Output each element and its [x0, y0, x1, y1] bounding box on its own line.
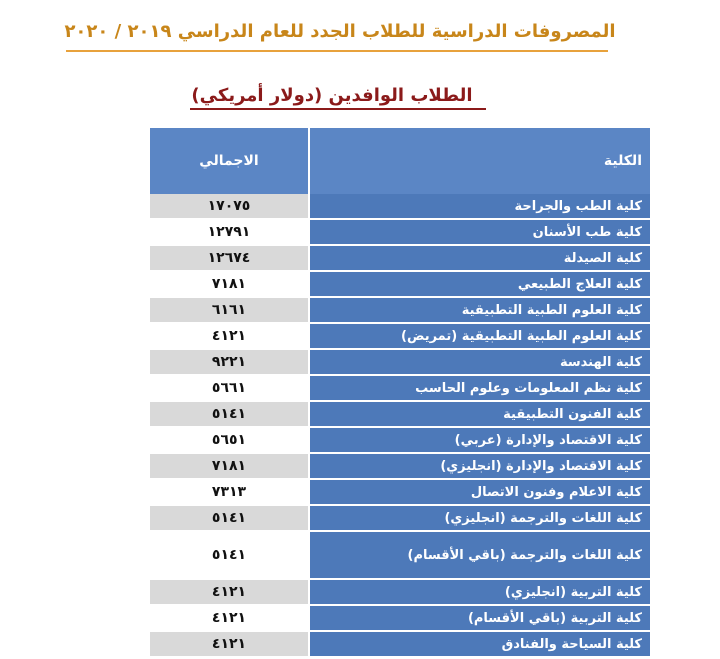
- faculty-total: ٤١٢١: [150, 631, 309, 657]
- faculty-total: ٧١٨١: [150, 271, 309, 297]
- header-total: الاجمالي: [150, 128, 309, 194]
- faculty-total: ١٢٧٩١: [150, 219, 309, 245]
- faculty-name: كلية الاقتصاد والإدارة (انجليزي): [309, 453, 650, 479]
- faculty-total: ٧١٨١: [150, 453, 309, 479]
- table-row: [150, 531, 650, 579]
- faculty-name: كلية الاقتصاد والإدارة (عربي): [309, 427, 650, 453]
- table-row: [150, 245, 650, 271]
- table-row: [150, 219, 650, 245]
- table-row: [150, 375, 650, 401]
- faculty-total: ٧٣١٣: [150, 479, 309, 505]
- header-faculty: الكلية: [309, 128, 650, 194]
- faculty-name: كلية التربية (باقي الأقسام): [309, 605, 650, 631]
- faculty-total: ٦١٦١: [150, 297, 309, 323]
- faculty-total: ٤١٢١: [150, 579, 309, 605]
- page-title: المصروفات الدراسية للطلاب الجدد للعام الدراسي ٢٠١٩ / ٢٠٢٠: [64, 21, 616, 42]
- faculty-total: ٥١٤١: [150, 531, 309, 579]
- subtitle-underline: [190, 108, 486, 110]
- table-row: [150, 505, 650, 531]
- faculty-name: كلية اللغات والترجمة (انجليزي): [309, 505, 650, 531]
- faculty-name: كلية طب الأسنان: [309, 219, 650, 245]
- faculty-name: كلية الاعلام وفنون الاتصال: [309, 479, 650, 505]
- faculty-name: كلية العلوم الطبية التطبيقية (تمريض): [309, 323, 650, 349]
- faculty-name: كلية نظم المعلومات وعلوم الحاسب: [309, 375, 650, 401]
- table-row: [150, 479, 650, 505]
- table-row: [150, 579, 650, 605]
- page-subtitle: الطلاب الوافدين (دولار أمريكي): [191, 85, 473, 106]
- table-row: [150, 323, 650, 349]
- faculty-total: ١٧٠٧٥: [150, 194, 309, 219]
- faculty-total: ١٢٦٧٤: [150, 245, 309, 271]
- table-row: [150, 427, 650, 453]
- faculty-name: كلية اللغات والترجمة (باقي الأقسام): [309, 531, 650, 579]
- faculty-name: كلية العلاج الطبيعي: [309, 271, 650, 297]
- faculty-name: كلية الصيدلة: [309, 245, 650, 271]
- faculty-name: كلية الفنون التطبيقية: [309, 401, 650, 427]
- table-row: [150, 605, 650, 631]
- faculty-total: ٥١٤١: [150, 505, 309, 531]
- table-row: [150, 271, 650, 297]
- table-row: [150, 297, 650, 323]
- faculty-total: ٥٦٦١: [150, 375, 309, 401]
- faculty-total: ٥٦٥١: [150, 427, 309, 453]
- faculty-name: كلية العلوم الطبية التطبيقية: [309, 297, 650, 323]
- faculty-name: كلية الهندسة: [309, 349, 650, 375]
- faculty-name: كلية السياحة والفنادق: [309, 631, 650, 657]
- faculty-total: ٤١٢١: [150, 323, 309, 349]
- faculty-name: كلية التربية (انجليزي): [309, 579, 650, 605]
- faculty-total: ٩٢٢١: [150, 349, 309, 375]
- title-underline: [66, 50, 608, 52]
- faculty-total: ٤١٢١: [150, 605, 309, 631]
- faculty-name: كلية الطب والجراحة: [309, 194, 650, 219]
- table-row: [150, 194, 650, 219]
- table-row: [150, 349, 650, 375]
- table-row: [150, 401, 650, 427]
- faculty-total: ٥١٤١: [150, 401, 309, 427]
- table-header-row: [150, 128, 650, 194]
- fees-table: [150, 128, 650, 658]
- table-row: [150, 631, 650, 657]
- table-row: [150, 453, 650, 479]
